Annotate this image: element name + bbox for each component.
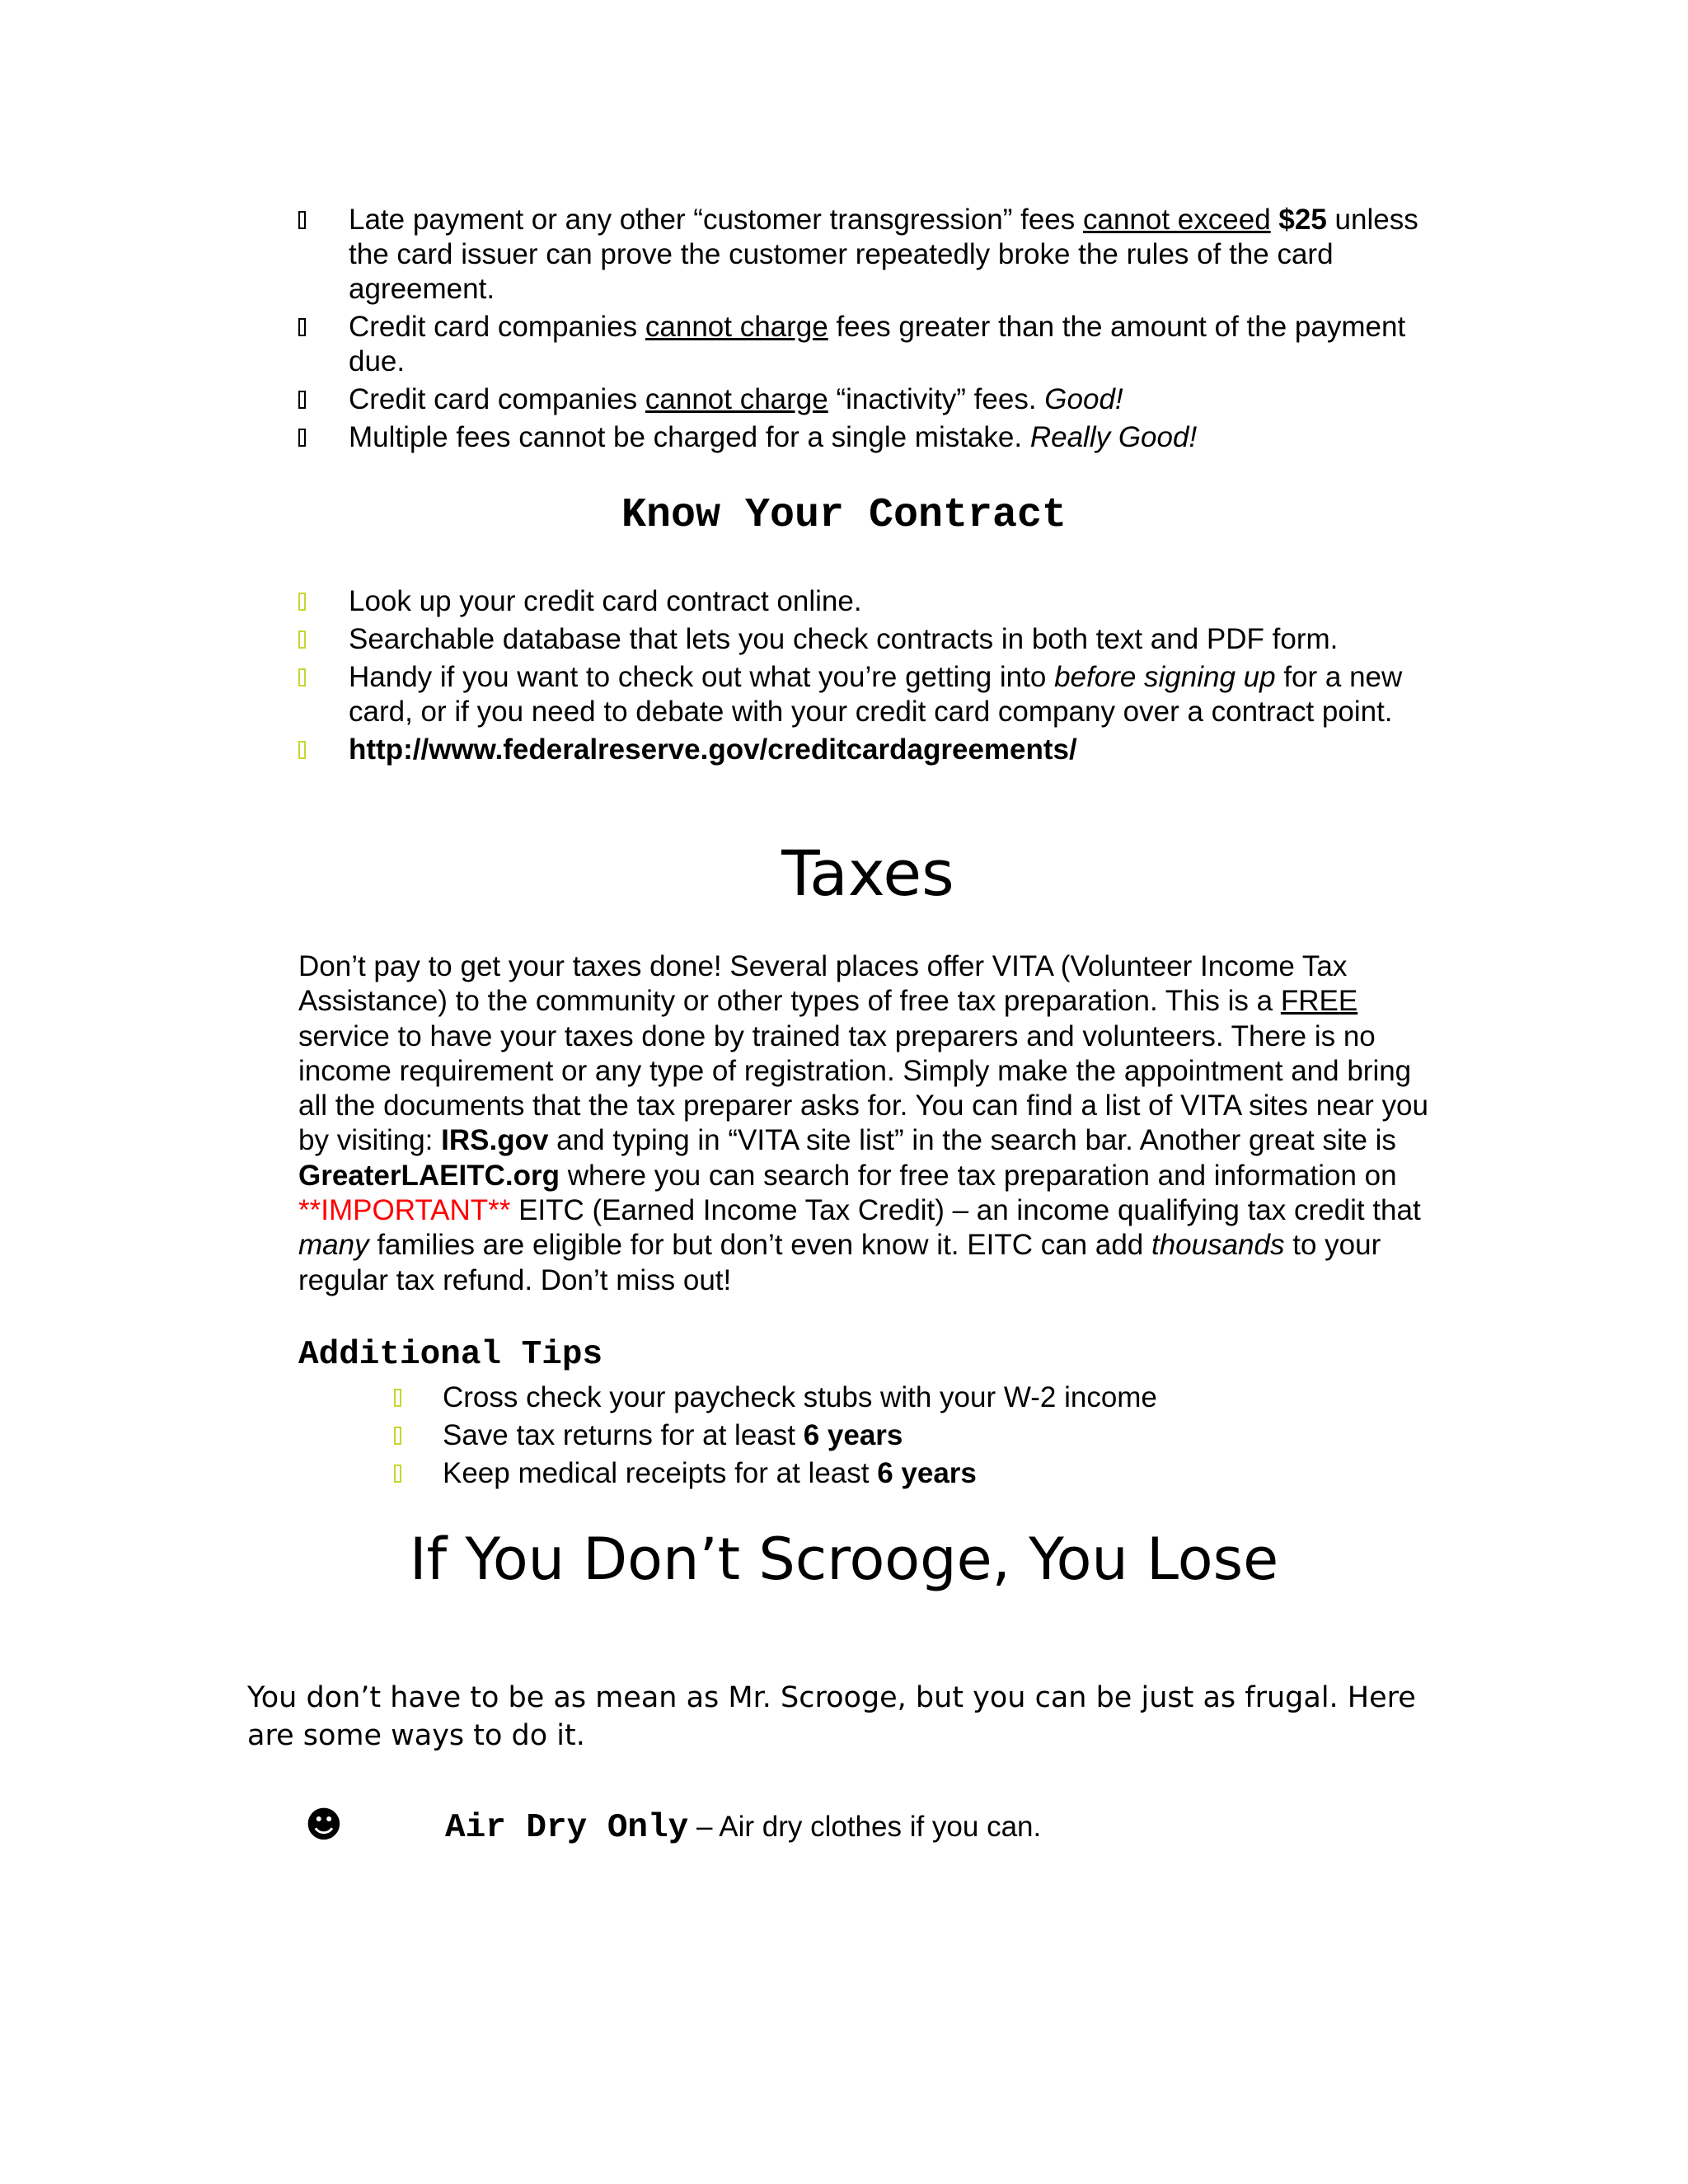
list-item: Credit card companies cannot charge fees greater than the amount of the payment due.	[298, 310, 1436, 379]
bullet-icon	[298, 622, 310, 657]
smiley-icon: ☻	[305, 1804, 343, 1846]
contract-heading: Know Your Contract	[621, 492, 1067, 539]
bullet-icon	[298, 310, 310, 344]
underlined-text: cannot exceed	[1082, 204, 1271, 236]
important-text: **IMPORTANT**	[298, 1194, 511, 1227]
italic-text: Really Good!	[1029, 421, 1198, 453]
italic-text: many	[298, 1229, 369, 1262]
federal-reserve-link[interactable]: http://www.federalreserve.gov/creditcardagreements/	[349, 733, 1077, 766]
bold-text: $25	[1278, 204, 1327, 236]
scrooge-intro: You don’t have to be as mean as Mr. Scrooge, but you can be just as frugal. Here are some ways to do it.	[247, 1681, 1416, 1752]
list-item: Handy if you want to check out what you’re getting into before signing up for a new card, or if you need to debate with your credit card company over a contract point.	[298, 660, 1444, 729]
fees-list-section	[298, 203, 1436, 458]
bullet-icon	[298, 660, 310, 695]
list-item: Cross check your paycheck stubs with your W-2 income	[394, 1380, 1383, 1415]
tips-list-section	[394, 1380, 1383, 1494]
list-item: Save tax returns for at least 6 years	[394, 1418, 1383, 1453]
underlined-text: cannot charge	[645, 311, 828, 343]
list-item	[298, 733, 1444, 767]
air-dry-description: – Air dry clothes if you can.	[688, 1811, 1042, 1843]
bullet-icon	[394, 1380, 406, 1415]
bullet-icon	[298, 382, 310, 417]
list-item: Late payment or any other “customer transgression” fees cannot exceed $25 unless the card issuer can prove the customer repeatedly broke the rules of the card agreement.	[298, 203, 1436, 307]
scrooge-heading: If You Don’t Scrooge, You Lose	[409, 1526, 1279, 1593]
bullet-icon	[394, 1418, 406, 1453]
bullet-icon	[298, 420, 310, 455]
tips-heading: Additional Tips	[298, 1336, 603, 1374]
list-item: Look up your credit card contract online.	[298, 584, 1444, 619]
italic-text: thousands	[1151, 1229, 1285, 1262]
bold-text: 6 years	[803, 1419, 903, 1451]
bullet-icon	[394, 1456, 406, 1491]
fees-list	[298, 203, 1436, 455]
bold-text: 6 years	[877, 1457, 977, 1489]
underlined-text: FREE	[1280, 985, 1358, 1018]
tips-list	[394, 1380, 1383, 1491]
underlined-text: cannot charge	[645, 383, 828, 415]
bullet-icon	[298, 203, 310, 237]
air-dry-title: Air Dry Only	[445, 1809, 689, 1847]
italic-text: before signing up	[1054, 661, 1276, 693]
greater-la-link[interactable]: GreaterLAEITC.org	[298, 1159, 560, 1192]
irs-link[interactable]: IRS.gov	[441, 1124, 549, 1157]
list-item: Searchable database that lets you check contracts in both text and PDF form.	[298, 622, 1444, 657]
contract-list	[298, 584, 1444, 767]
taxes-heading: Taxes	[781, 837, 954, 910]
list-item: Keep medical receipts for at least 6 years	[394, 1456, 1383, 1491]
contract-list-section	[298, 584, 1444, 771]
list-item: Credit card companies cannot charge “inactivity” fees. Good!	[298, 382, 1436, 417]
air-dry-tip	[445, 1807, 1434, 1854]
bullet-icon	[298, 733, 310, 767]
list-item: Multiple fees cannot be charged for a single mistake. Really Good!	[298, 420, 1436, 455]
bullet-icon	[298, 584, 310, 619]
italic-text: Good!	[1044, 383, 1123, 415]
taxes-paragraph: Don’t pay to get your taxes done! Several places offer VITA (Volunteer Income Tax Assistance) to the community or other types of free tax preparation. This is a FREE service to have your taxes done by trained tax preparers and volunteers. There is no income requirement or any type of registration. Simply make the appointment and bring all the documents that the tax preparer asks for. You can find a list of VITA sites near you by visiting: IRS.gov and typing in “VITA site list” in the search bar. Another great site is GreaterLAEITC.org where you can search for free tax preparation and information on **IMPORTANT** EITC (Earned Income Tax Credit) – an income qualifying tax credit that many families are eligible for but don’t even know it. EITC can add thousands to your regular tax refund. Don’t miss out!	[298, 950, 1428, 1296]
